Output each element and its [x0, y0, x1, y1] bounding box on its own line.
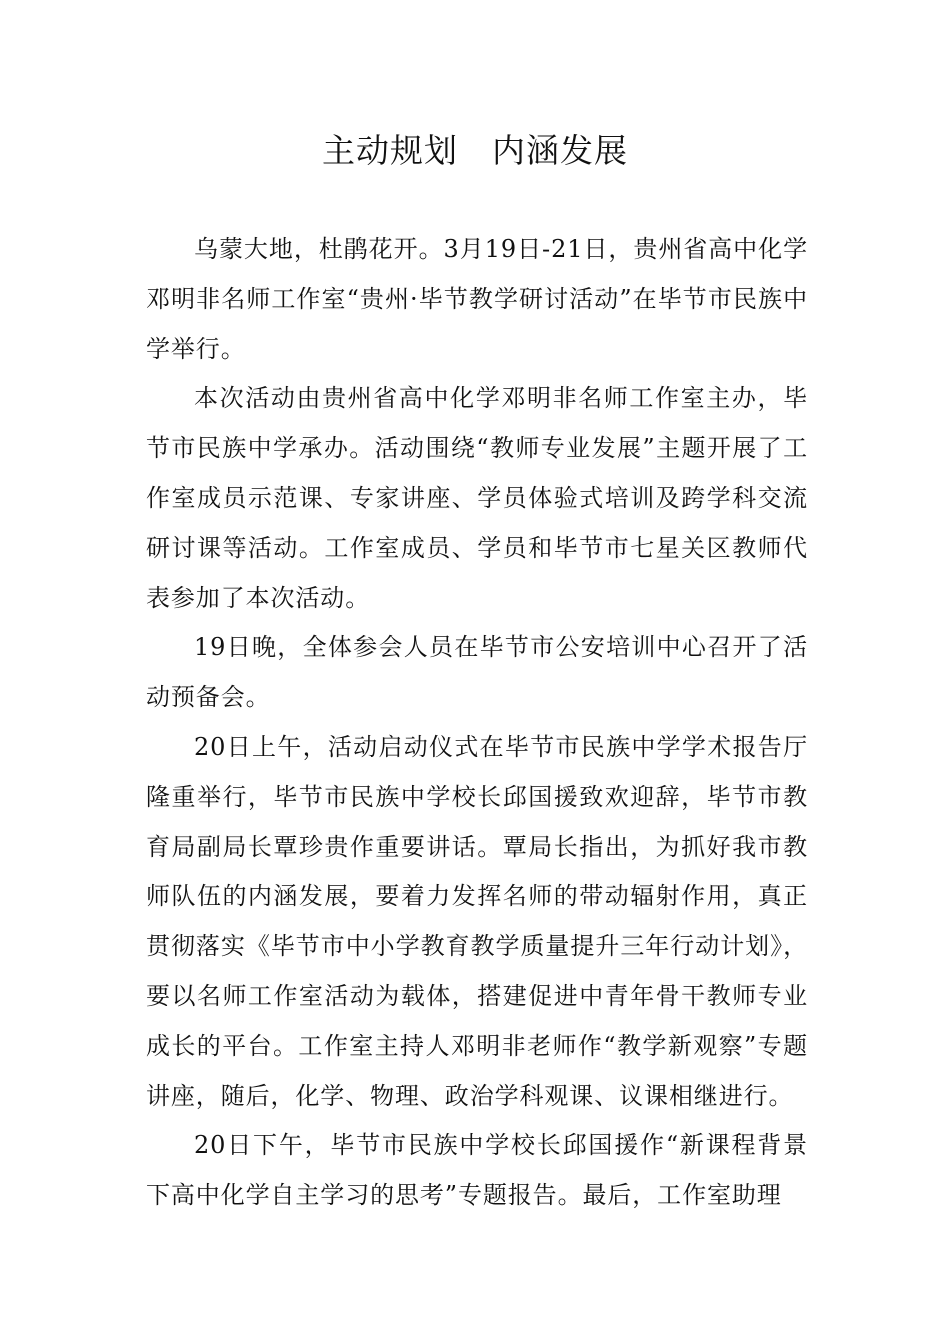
paragraph-3: 19日晚，全体参会人员在毕节市公安培训中心召开了活动预备会。	[146, 633, 808, 712]
paragraph-4: 20日上午，活动启动仪式在毕节市民族中学学术报告厅隆重举行，毕节市民族中学校长邱国援致欢迎辞，毕节市教育局副局长覃珍贵作重要讲话。覃局长指出，为抓好我市教师队伍的内涵发展，要着力发挥名师的带动辐射作用，真正贯彻落实《毕节市中小学教育教学质量提升三年行动计划》，要以名师工作室活动为载体，搭建促进中青年骨干教师专业成长的平台。工作室主持人邓明非老师作“教学新观察”专题讲座，随后，化学、物理、政治学科观课、议课相继进行。	[146, 732, 808, 1110]
paragraph-2: 本次活动由贵州省高中化学邓明非名师工作室主办，毕节市民族中学承办。活动围绕“教师专业发展”主题开展了工作室成员示范课、专家讲座、学员体验式培训及跨学科交流研讨课等活动。工作室成员、学员和毕节市七星关区教师代表参加了本次活动。	[146, 384, 808, 612]
document-title: 主动规划 内涵发展	[322, 131, 628, 170]
document-body	[146, 225, 808, 1221]
paragraph-5: 20日下午，毕节市民族中学校长邱国援作“新课程背景下高中化学自主学习的思考”专题报告。最后，工作室助理	[146, 1131, 808, 1210]
paragraph-1: 乌蒙大地，杜鹃花开。3月19日-21日，贵州省高中化学邓明非名师工作室“贵州·毕节教学研讨活动”在毕节市民族中学举行。	[146, 235, 808, 363]
